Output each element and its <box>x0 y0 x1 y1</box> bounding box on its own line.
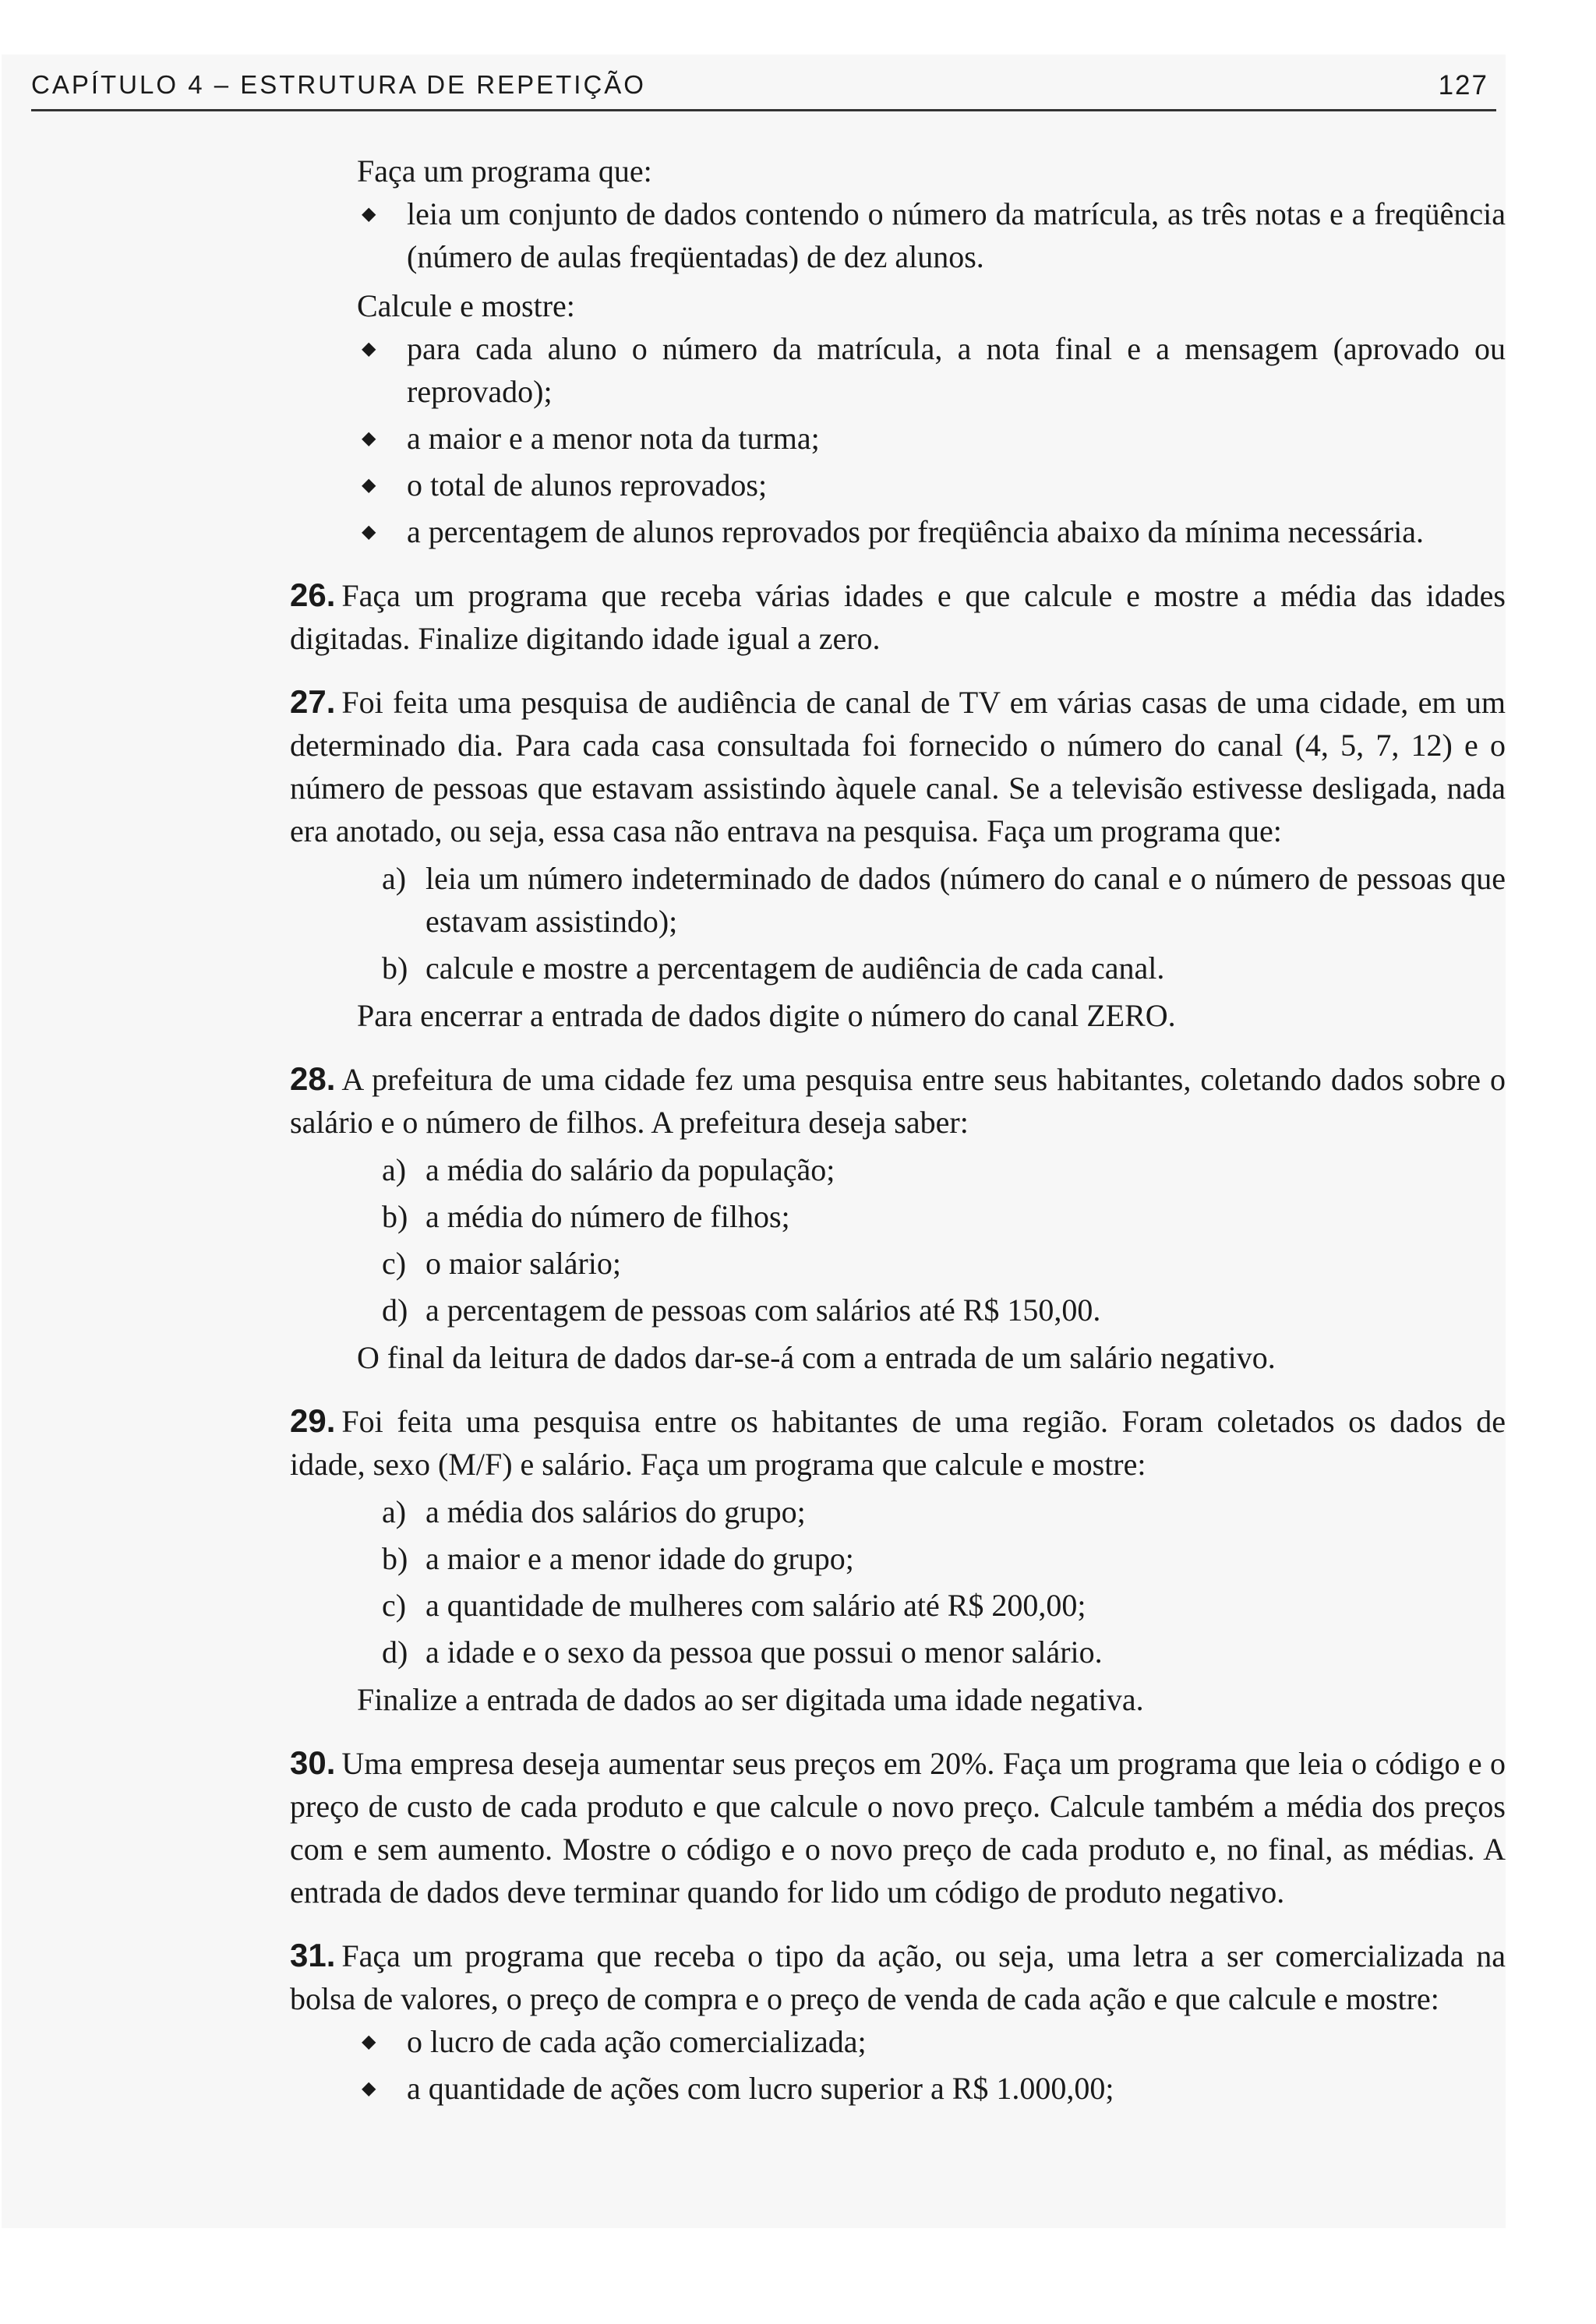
exercise-text: 30. Uma empresa deseja aumentar seus preços em 20%. Faça um programa que leia o código e o preço de custo de cada produto e que calcule o novo preço. Calcule também a média dos preços com e sem aumento. Mostre o código e o novo preço de cada produto e, no final, as médias. A entrada de dados deve terminar quando for lido um código de produto negativo. <box>290 1744 1506 1910</box>
diamond-bullet-icon: ◆ <box>362 520 376 542</box>
list-item: a) a média do salário da população; <box>382 1152 835 1187</box>
exercise-text: 29. Foi feita uma pesquisa entre os habitantes de uma região. Foram coletados os dados de idade, sexo (M/F) e salário. Faça um programa que calcule e mostre: <box>290 1402 1506 1482</box>
diamond-bullet-icon: ◆ <box>362 2030 376 2052</box>
running-header <box>31 70 1496 111</box>
exercise-26 <box>290 573 1506 660</box>
exercise-30 <box>290 1741 1506 1913</box>
list-item: b) a média do número de filhos; <box>382 1199 790 1234</box>
exercise-number: 28. <box>290 1060 336 1097</box>
list-item: c) o maior salário; <box>382 1246 622 1281</box>
list-item: ◆ a quantidade de ações com lucro superior a R$ 1.000,00; <box>407 2067 1506 2110</box>
list-item: d) a percentagem de pessoas com salários até R$ 150,00. <box>382 1292 1101 1328</box>
intro-text: Faça um programa que: <box>357 153 652 189</box>
page-content <box>290 150 1506 2116</box>
exercise-text: 27. Foi feita uma pesquisa de audiência de canal de TV em várias casas de uma cidade, em um determinado dia. Para cada casa consultada foi fornecido o número do canal (4, 5, 7, 12) e o número de pessoas que estavam assistindo àquele canal. Se a televisão estivesse desligada, nada era anotado, ou seja, essa casa não entrava na pesquisa. Faça um programa que: <box>290 683 1506 848</box>
diamond-bullet-icon: ◆ <box>362 474 376 495</box>
list-item: ◆ o total de alunos reprovados; <box>407 464 1506 506</box>
list-item: a) leia um número indeterminado de dados (número do canal e o número de pessoas que estavam assistindo); <box>382 861 1506 939</box>
exercise-closing: Finalize a entrada de dados ao ser digitada uma idade negativa. <box>357 1682 1144 1717</box>
exercise-number: 26. <box>290 577 336 613</box>
list-item: ◆ a maior e a menor nota da turma; <box>407 417 1506 460</box>
exercise-number: 29. <box>290 1402 336 1439</box>
result-bullet-list <box>290 2020 1506 2110</box>
lettered-list <box>290 1148 1506 1331</box>
list-item: c) a quantidade de mulheres com salário até R$ 200,00; <box>382 1588 1086 1623</box>
diamond-bullet-icon: ◆ <box>362 427 376 449</box>
list-item: a) a média dos salários do grupo; <box>382 1494 806 1529</box>
list-item: b) calcule e mostre a percentagem de audiência de cada canal. <box>382 950 1165 986</box>
list-item: ◆ para cada aluno o número da matrícula, a nota final e a mensagem (aprovado ou reprovado); <box>407 327 1506 413</box>
diamond-bullet-icon: ◆ <box>362 2077 376 2099</box>
list-item: d) a idade e o sexo da pessoa que possui o menor salário. <box>382 1635 1103 1670</box>
diamond-bullet-icon: ◆ <box>362 203 376 224</box>
calc-label: Calcule e mostre: <box>357 288 575 323</box>
list-item: ◆ a percentagem de alunos reprovados por freqüência abaixo da mínima necessária. <box>407 510 1506 553</box>
chapter-title: CAPÍTULO 4 – ESTRUTURA DE REPETIÇÃO <box>31 70 646 99</box>
exercise-number: 27. <box>290 683 336 720</box>
exercise-28 <box>290 1057 1506 1379</box>
exercise-closing: O final da leitura de dados dar-se-á com a entrada de um salário negativo. <box>357 1340 1276 1375</box>
lettered-list <box>290 857 1506 989</box>
lettered-list <box>290 1490 1506 1673</box>
calc-bullet-list <box>357 327 1506 553</box>
list-item: ◆ leia um conjunto de dados contendo o número da matrícula, as três notas e a freqüência (número de aulas freqüentadas) de dez alunos. <box>407 192 1506 278</box>
list-item: ◆ o lucro de cada ação comercializada; <box>407 2020 1506 2063</box>
exercise-27 <box>290 680 1506 1037</box>
exercise-number: 31. <box>290 1937 336 1973</box>
exercise-text: 26. Faça um programa que receba várias idades e que calcule e mostre a média das idades digitadas. Finalize digitando idade igual a zero. <box>290 577 1506 656</box>
read-bullet-list <box>357 192 1506 278</box>
continuation-block <box>357 150 1506 553</box>
exercise-29 <box>290 1399 1506 1721</box>
list-item: b) a maior e a menor idade do grupo; <box>382 1541 854 1576</box>
exercise-text: 31. Faça um programa que receba o tipo da ação, ou seja, uma letra a ser comercializada na bolsa de valores, o preço de compra e o preço de venda de cada ação e que calcule e mostre: <box>290 1937 1506 2016</box>
page-number: 127 <box>1438 70 1488 101</box>
exercise-text: 28. A prefeitura de uma cidade fez uma pesquisa entre seus habitantes, coletando dados sobre o salário e o número de filhos. A prefeitura deseja saber: <box>290 1060 1506 1140</box>
exercise-number: 30. <box>290 1744 336 1781</box>
exercise-closing: Para encerrar a entrada de dados digite o número do canal ZERO. <box>357 998 1176 1033</box>
diamond-bullet-icon: ◆ <box>362 337 376 359</box>
exercise-31 <box>290 1934 1506 2110</box>
